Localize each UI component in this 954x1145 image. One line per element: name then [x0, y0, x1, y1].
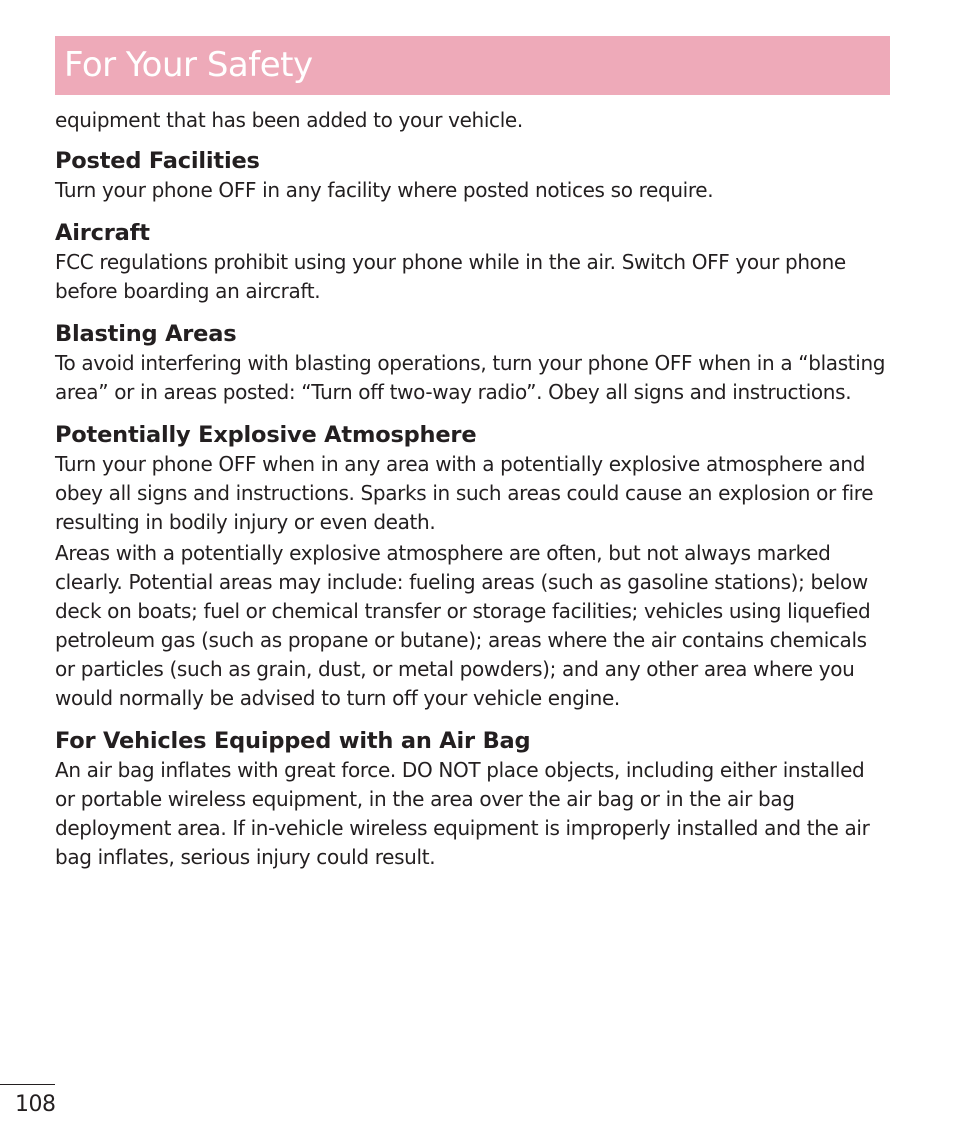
- section-aircraft: [55, 218, 890, 306]
- page-number: 108: [15, 1092, 56, 1117]
- section-title-posted-facilities: Posted Facilities: [55, 148, 260, 174]
- continued-paragraph: equipment that has been added to your vehicle.: [55, 108, 523, 132]
- section-paragraph: An air bag inflates with great force. DO NOT place objects, including either installed or portable wireless equipment, in the area over the air bag or in the air bag deployment area. If in-vehicle wireless equipment is improperly installed and the air bag inflates, serious injury could result.: [55, 758, 870, 869]
- section-explosive-atmosphere: [55, 420, 890, 713]
- section-paragraph: To avoid interfering with blasting operations, turn your phone OFF when in a “blasting area” or in areas posted: “Turn off two-way radio”. Obey all signs and instructions.: [55, 351, 886, 404]
- section-title-aircraft: Aircraft: [55, 220, 150, 246]
- footer-rule: [0, 1084, 55, 1085]
- page-content: [55, 106, 890, 872]
- section-posted-facilities: [55, 146, 890, 205]
- section-paragraph: Turn your phone OFF when in any area with a potentially explosive atmosphere and obey all signs and instructions. Sparks in such areas could cause an explosion or fire resulting in bodily injury or even death.: [55, 452, 874, 534]
- section-paragraph: Areas with a potentially explosive atmosphere are often, but not always marked clearly. Potential areas may include: fueling areas (such as gasoline stations); below deck on boats; fuel or chemical transfer or storage facilities; vehicles using liquefied petroleum gas (such as propane or butane); areas where the air contains chemicals or particles (such as grain, dust, or metal powders); and any other area where you would normally be advised to turn off your vehicle engine.: [55, 541, 871, 710]
- section-title-explosive-atmosphere: Potentially Explosive Atmosphere: [55, 422, 477, 448]
- section-paragraph: FCC regulations prohibit using your phone while in the air. Switch OFF your phone before boarding an aircraft.: [55, 250, 846, 303]
- section-blasting-areas: [55, 319, 890, 407]
- section-title-blasting-areas: Blasting Areas: [55, 321, 237, 347]
- section-title-air-bag: For Vehicles Equipped with an Air Bag: [55, 728, 531, 754]
- section-paragraph: Turn your phone OFF in any facility where posted notices so require.: [55, 178, 714, 202]
- page-title: For Your Safety: [64, 45, 313, 85]
- section-header-bar: [55, 36, 890, 95]
- section-air-bag: [55, 726, 890, 872]
